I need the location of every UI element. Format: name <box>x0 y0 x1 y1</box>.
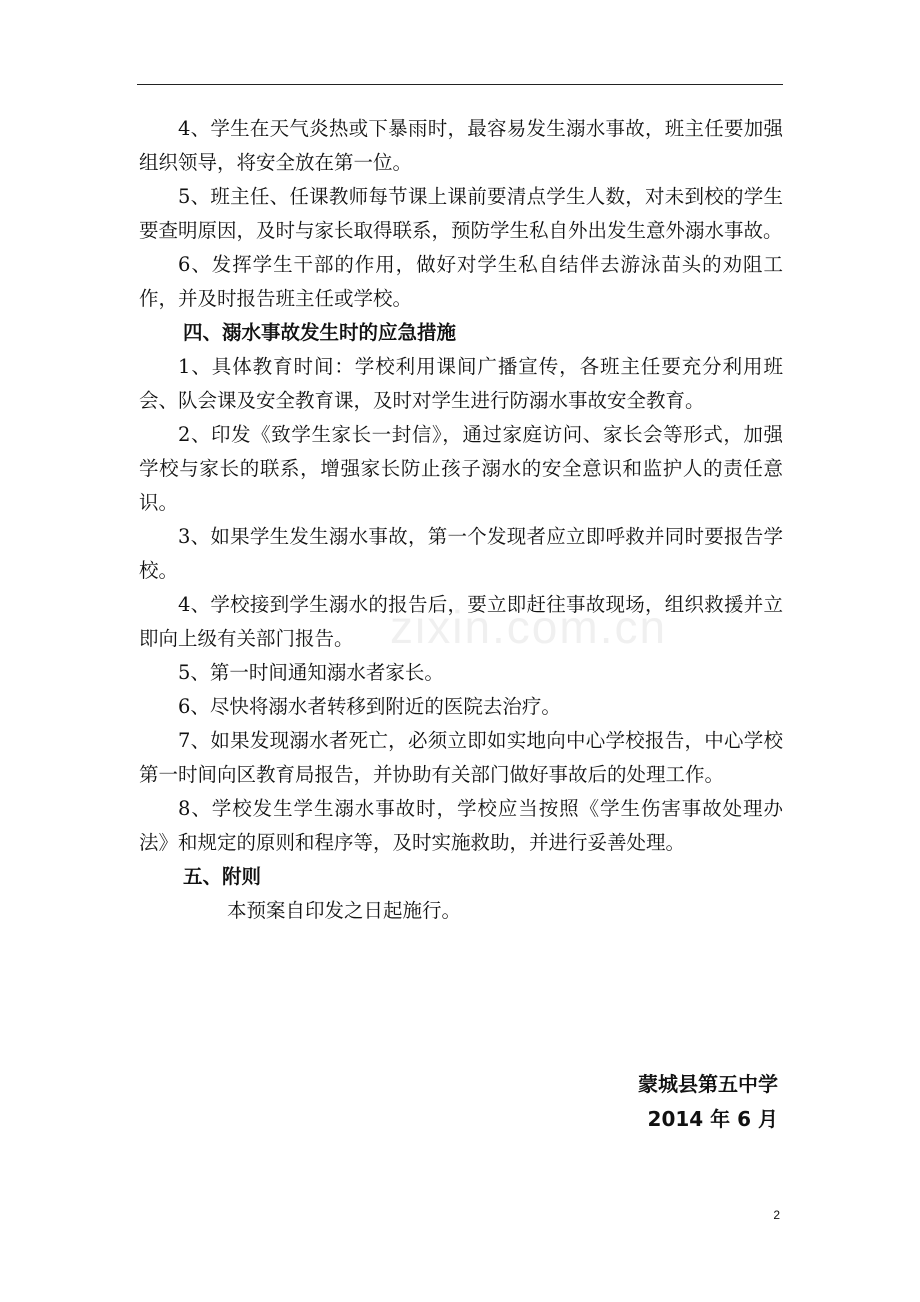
list-item: 5、第一时间通知溺水者家长。 <box>178 661 444 684</box>
list-item: 7、如果发现溺水者死亡，必须立即如实地向中心学校报告，中心学校第一时间向区教育局报告，并协助有关部门做好事故后的处理工作。 <box>139 729 783 786</box>
list-item: 1、具体教育时间：学校利用课间广播宣传，各班主任要充分利用班会、队会课及安全教育课，及时对学生进行防溺水事故安全教育。 <box>139 355 783 412</box>
paragraph: 5、班主任、任课教师每节课上课前要清点学生人数，对未到校的学生要查明原因，及时与家长取得联系，预防学生私自外出发生意外溺水事故。 <box>139 185 783 242</box>
list-item: 3、如果学生发生溺水事故，第一个发现者应立即呼救并同时要报告学校。 <box>139 525 783 582</box>
signature-org: 蒙城县第五中学 <box>638 1072 778 1096</box>
section-heading: 五、附则 <box>183 865 262 888</box>
closing-text: 本预案自印发之日起施行。 <box>227 899 462 922</box>
list-item: 2、印发《致学生家长一封信》，通过家庭访问、家长会等形式，加强学校与家长的联系，增强家长防止孩子溺水的安全意识和监护人的责任意识。 <box>139 423 783 514</box>
watermark: zixin.com.cn <box>390 601 668 653</box>
page-number: 2 <box>773 1208 780 1222</box>
section-heading: 四、溺水事故发生时的应急措施 <box>183 321 457 344</box>
document-body <box>139 112 783 928</box>
paragraph: 4、学生在天气炎热或下暴雨时，最容易发生溺水事故，班主任要加强组织领导，将安全放在第一位。 <box>139 117 783 174</box>
signature-date: 2014 年 6 月 <box>647 1107 778 1131</box>
list-item: 8、学校发生学生溺水事故时，学校应当按照《学生伤害事故处理办法》和规定的原则和程序等，及时实施救助，并进行妥善处理。 <box>139 797 783 854</box>
list-item: 4、学校接到学生溺水的报告后，要立即赶往事故现场，组织救援并立即向上级有关部门报告。 <box>139 593 783 650</box>
list-item: 6、尽快将溺水者转移到附近的医院去治疗。 <box>178 695 561 718</box>
paragraph: 6、发挥学生干部的作用，做好对学生私自结伴去游泳苗头的劝阻工作，并及时报告班主任或学校。 <box>139 253 783 310</box>
header-rule <box>137 84 783 85</box>
